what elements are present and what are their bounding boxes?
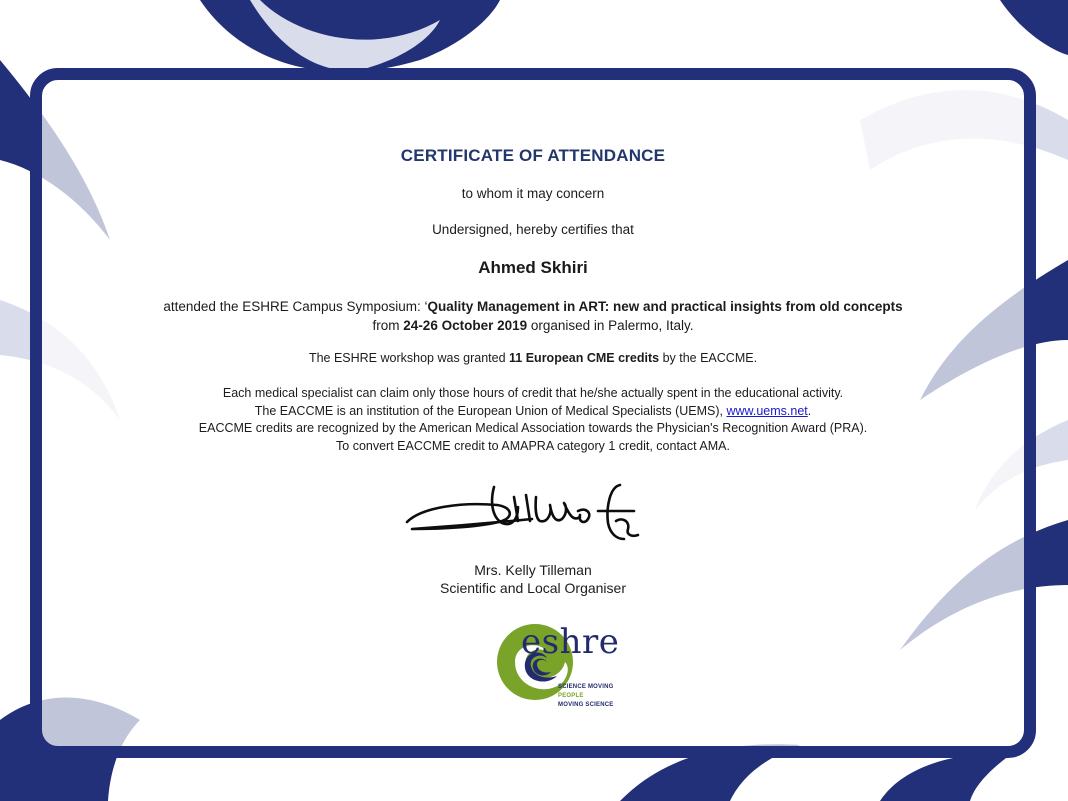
note-hours: Each medical specialist can claim only those hours of credit that he/she actually spent in the educational activity. xyxy=(222,386,844,400)
granted-suffix: by the EACCME. xyxy=(659,351,758,365)
granted-prefix: The ESHRE workshop was granted xyxy=(308,351,510,365)
eshre-logo xyxy=(445,618,625,718)
symposium-title: Quality Management in ART: new and practical insights from old concepts xyxy=(427,299,903,314)
logo-tagline-1: SCIENCE MOVING xyxy=(558,684,614,690)
symposium-dates: 24-26 October 2019 xyxy=(403,318,528,333)
from-label: from xyxy=(372,318,404,333)
accreditation-notes xyxy=(42,385,1024,455)
note-uems-end: . xyxy=(807,403,812,418)
note-pra: EACCME credits are recognized by the American Medical Association towards the Physician's Recognition Award (PRA). xyxy=(198,421,868,435)
symposium-location: organised in Palermo, Italy. xyxy=(527,318,694,333)
signatory-role: Scientific and Local Organiser xyxy=(440,580,626,596)
attended-prefix: attended the ESHRE Campus Symposium: ‘ xyxy=(163,299,428,314)
credits-statement xyxy=(42,351,1024,365)
eshre-wordmark: eshre xyxy=(521,622,620,662)
credits-count: 11 European CME credits xyxy=(509,351,660,365)
note-uems xyxy=(42,403,1024,421)
signatory-name: Mrs. Kelly Tilleman xyxy=(474,562,592,578)
handwritten-signature xyxy=(402,477,642,547)
concern-line: to whom it may concern xyxy=(461,186,605,201)
certificate-title: CERTIFICATE OF ATTENDANCE xyxy=(400,146,666,165)
undersigned-line: Undersigned, hereby certifies that xyxy=(432,222,634,237)
attendance-statement xyxy=(42,297,1024,335)
uems-link[interactable]: www.uems.net xyxy=(726,403,808,418)
certificate-body xyxy=(42,80,1024,746)
note-uems-text: The EACCME is an institution of the European Union of Medical Specialists (UEMS), xyxy=(254,403,727,418)
logo-tagline-2: PEOPLE xyxy=(558,693,584,699)
logo-tagline-3: MOVING SCIENCE xyxy=(558,702,614,708)
note-amapra: To convert EACCME credit to AMAPRA category 1 credit, contact AMA. xyxy=(336,438,730,453)
attendee-name: Ahmed Skhiri xyxy=(478,258,588,277)
